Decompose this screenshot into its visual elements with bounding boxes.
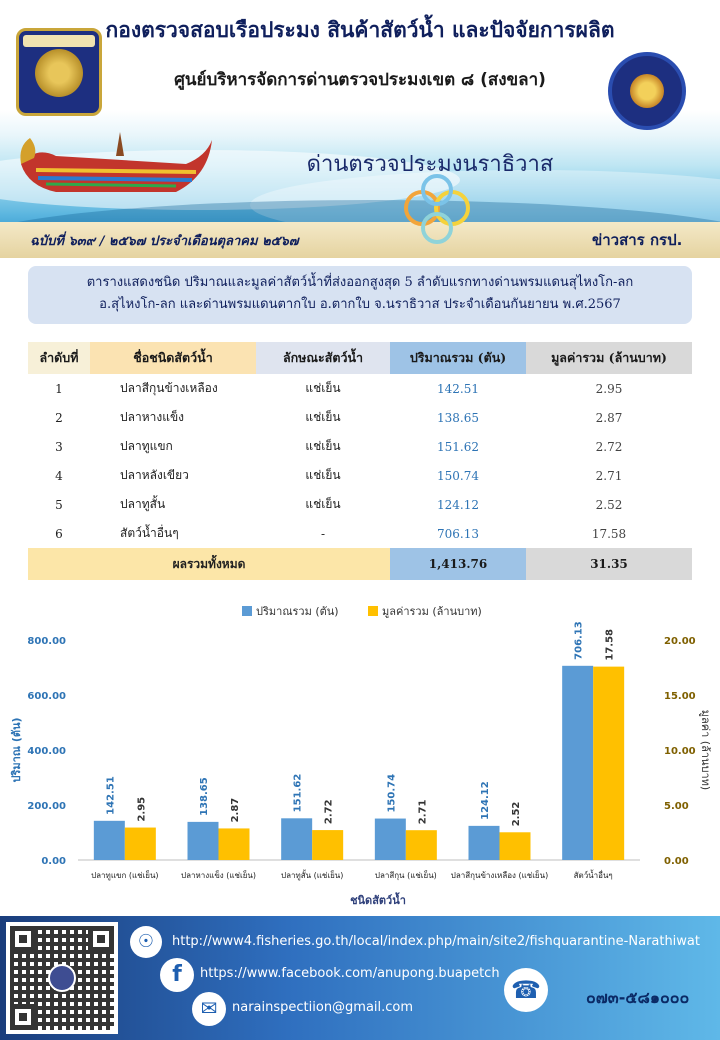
- news-label: ข่าวสาร กรป.: [592, 231, 683, 249]
- table-row: [28, 461, 692, 490]
- cell-name: ปลาหางแข็ง: [120, 410, 185, 424]
- table-row: [28, 374, 692, 403]
- export-chart: [0, 598, 720, 914]
- col-header-type: ลักษณะสัตว์น้ำ: [256, 342, 390, 374]
- cell-qty: 142.51: [437, 381, 479, 396]
- cell-no: 6: [55, 526, 63, 541]
- cell-qty: 706.13: [437, 526, 479, 541]
- cell-no: 5: [55, 497, 63, 512]
- cell-type: แช่เย็น: [305, 468, 341, 482]
- cell-type: แช่เย็น: [305, 410, 341, 424]
- cell-no: 2: [55, 410, 63, 425]
- x-tick-label: ปลาทูแขก (แช่เย็น): [91, 871, 159, 880]
- globe-icon: ☉: [130, 926, 162, 958]
- cell-value: 2.95: [595, 381, 623, 396]
- header-title: กองตรวจสอบเรือประมง สินค้าสัตว์น้ำ และปัจจัยการผลิต: [105, 18, 615, 42]
- data-label-value: 17.58: [604, 628, 616, 661]
- cell-name: สัตว์น้ำอื่นๆ: [120, 526, 179, 540]
- data-label-value: 2.87: [230, 797, 241, 823]
- knot-emblem: [392, 170, 482, 250]
- bar-qty: [281, 818, 312, 860]
- data-label-qty: 142.51: [105, 776, 117, 815]
- y2-tick-label: 5.00: [664, 801, 689, 812]
- total-value: 31.35: [526, 548, 692, 580]
- fishery-inspection-logo: [608, 52, 686, 130]
- y2-tick-label: 10.00: [664, 746, 696, 757]
- data-label-value: 2.95: [136, 796, 148, 822]
- data-label-qty: 706.13: [573, 621, 585, 660]
- cell-name: ปลาทูแขก: [120, 439, 173, 453]
- bar-value: [219, 828, 250, 860]
- table-title-box: [28, 266, 692, 324]
- data-label-qty: 150.74: [386, 773, 398, 813]
- qr-code[interactable]: [6, 922, 118, 1034]
- x-axis-title: ชนิดสัตว์น้ำ: [350, 894, 406, 907]
- bar-value: [406, 830, 437, 860]
- facebook-icon: f: [160, 958, 194, 992]
- cell-qty: 124.12: [437, 497, 479, 512]
- bar-qty: [469, 826, 500, 860]
- table-header-row: [28, 342, 692, 374]
- x-tick-label: สัตว์น้ำอื่นๆ: [573, 871, 613, 880]
- data-label-qty: 138.65: [199, 777, 210, 816]
- legend-label-qty: ปริมาณรวม (ตัน): [256, 605, 339, 618]
- col-header-name: ชื่อชนิดสัตว์น้ำ: [90, 342, 256, 374]
- data-label-value: 2.52: [511, 801, 522, 827]
- col-header-qty: ปริมาณรวม (ตัน): [390, 342, 526, 374]
- y2-tick-label: 20.00: [664, 636, 696, 647]
- total-label: ผลรวมทั้งหมด: [28, 548, 390, 580]
- cell-type: แช่เย็น: [305, 439, 341, 453]
- table-title-line2: อ.สุไหงโก-ลก และด่านพรมแดนตากใบ อ.ตากใบ จ.นราธิวาส ประจำเดือนกันยายน พ.ศ.2567: [99, 297, 621, 312]
- y-tick-label: 200.00: [27, 801, 66, 812]
- y-tick-label: 600.00: [27, 691, 66, 702]
- cell-type: -: [320, 526, 326, 541]
- data-label-qty: 151.62: [292, 773, 304, 813]
- korlae-boat-image: [16, 126, 216, 206]
- y2-tick-label: 15.00: [664, 691, 696, 702]
- y-tick-label: 400.00: [27, 746, 66, 757]
- legend-label-value: มูลค่ารวม (ล้านบาท): [382, 605, 482, 618]
- header-subtitle: ศูนย์บริหารจัดการด่านตรวจประมงเขต ๘ (สงขลา): [174, 70, 546, 90]
- y2-tick-label: 0.00: [664, 856, 689, 867]
- data-label-value: 2.72: [323, 799, 335, 825]
- bar-value: [500, 832, 531, 860]
- bar-value: [312, 830, 343, 860]
- cell-name: ปลาสีกุนข้างเหลือง: [120, 381, 218, 395]
- cell-no: 1: [55, 381, 63, 396]
- y-axis-title: ปริมาณ (ตัน): [10, 717, 23, 783]
- x-tick-label: ปลาสีกุน (แช่เย็น): [374, 871, 437, 880]
- cell-value: 2.71: [595, 468, 623, 483]
- table-row: [28, 490, 692, 519]
- header-banner: [0, 0, 720, 258]
- cell-value: 2.87: [595, 410, 623, 425]
- cell-name: ปลาหลังเขียว: [120, 468, 189, 482]
- cell-type: แช่เย็น: [305, 381, 341, 395]
- bar-value: [593, 667, 624, 860]
- data-label-value: 2.71: [417, 799, 429, 825]
- cell-no: 3: [55, 439, 63, 454]
- bar-qty: [188, 822, 219, 860]
- data-label-qty: 124.12: [480, 781, 491, 820]
- station-name: ด่านตรวจประมงนราธิวาส: [306, 152, 554, 177]
- x-tick-label: ปลาทูสั้น (แช่เย็น): [280, 871, 344, 880]
- phone-number[interactable]: ๐๗๓-๕๘๑๐๐๐: [586, 988, 690, 1007]
- y-tick-label: 800.00: [27, 636, 66, 647]
- facebook-link[interactable]: https://www.facebook.com/anupong.buapetch: [200, 966, 500, 981]
- chart-svg: [0, 598, 720, 914]
- cell-qty: 150.74: [437, 468, 479, 483]
- cell-type: แช่เย็น: [305, 497, 341, 511]
- col-header-no: ลำดับที่: [28, 342, 90, 374]
- y2-axis-title: มูลค่า (ล้านบาท): [699, 709, 712, 791]
- cell-qty: 151.62: [437, 439, 479, 454]
- y-tick-label: 0.00: [41, 856, 66, 867]
- x-tick-label: ปลาสีกุนข้างเหลือง (แช่เย็น): [450, 871, 549, 880]
- cell-value: 2.72: [595, 439, 623, 454]
- total-qty: 1,413.76: [390, 548, 526, 580]
- cell-qty: 138.65: [437, 410, 479, 425]
- website-link[interactable]: http://www4.fisheries.go.th/local/index.php/main/site2/fishquarantine-Narathiwat: [172, 934, 700, 949]
- table-row: [28, 432, 692, 461]
- bar-qty: [94, 821, 125, 860]
- cell-value: 2.52: [595, 497, 623, 512]
- table-title-line1: ตารางแสดงชนิด ปริมาณและมูลค่าสัตว์น้ำที่ส่งออกสูงสุด 5 ลำดับแรกทางด่านพรมแดนสุไหงโก-ลก: [86, 275, 634, 290]
- bar-value: [125, 828, 156, 860]
- legend-swatch-qty: [242, 606, 252, 616]
- cell-no: 4: [55, 468, 63, 483]
- contact-footer: [0, 916, 720, 1040]
- email-icon: ✉: [192, 992, 226, 1026]
- cell-name: ปลาทูสั้น: [120, 497, 166, 511]
- email-link[interactable]: narainspectiion@gmail.com: [232, 1000, 414, 1015]
- bar-qty: [562, 666, 593, 860]
- issue-number: ฉบับที่ ๖๓๙ / ๒๕๖๗ ประจำเดือนตุลาคม ๒๕๖๗: [30, 234, 299, 249]
- table-row: [28, 519, 692, 548]
- legend-swatch-value: [368, 606, 378, 616]
- bar-qty: [375, 819, 406, 860]
- col-header-value: มูลค่ารวม (ล้านบาท): [526, 342, 692, 374]
- table-total-row: [28, 548, 692, 580]
- table-row: [28, 403, 692, 432]
- phone-icon: ☎: [504, 968, 548, 1012]
- cell-value: 17.58: [591, 526, 627, 541]
- export-table: [28, 342, 692, 580]
- x-tick-label: ปลาหางแข็ง (แช่เย็น): [181, 871, 256, 880]
